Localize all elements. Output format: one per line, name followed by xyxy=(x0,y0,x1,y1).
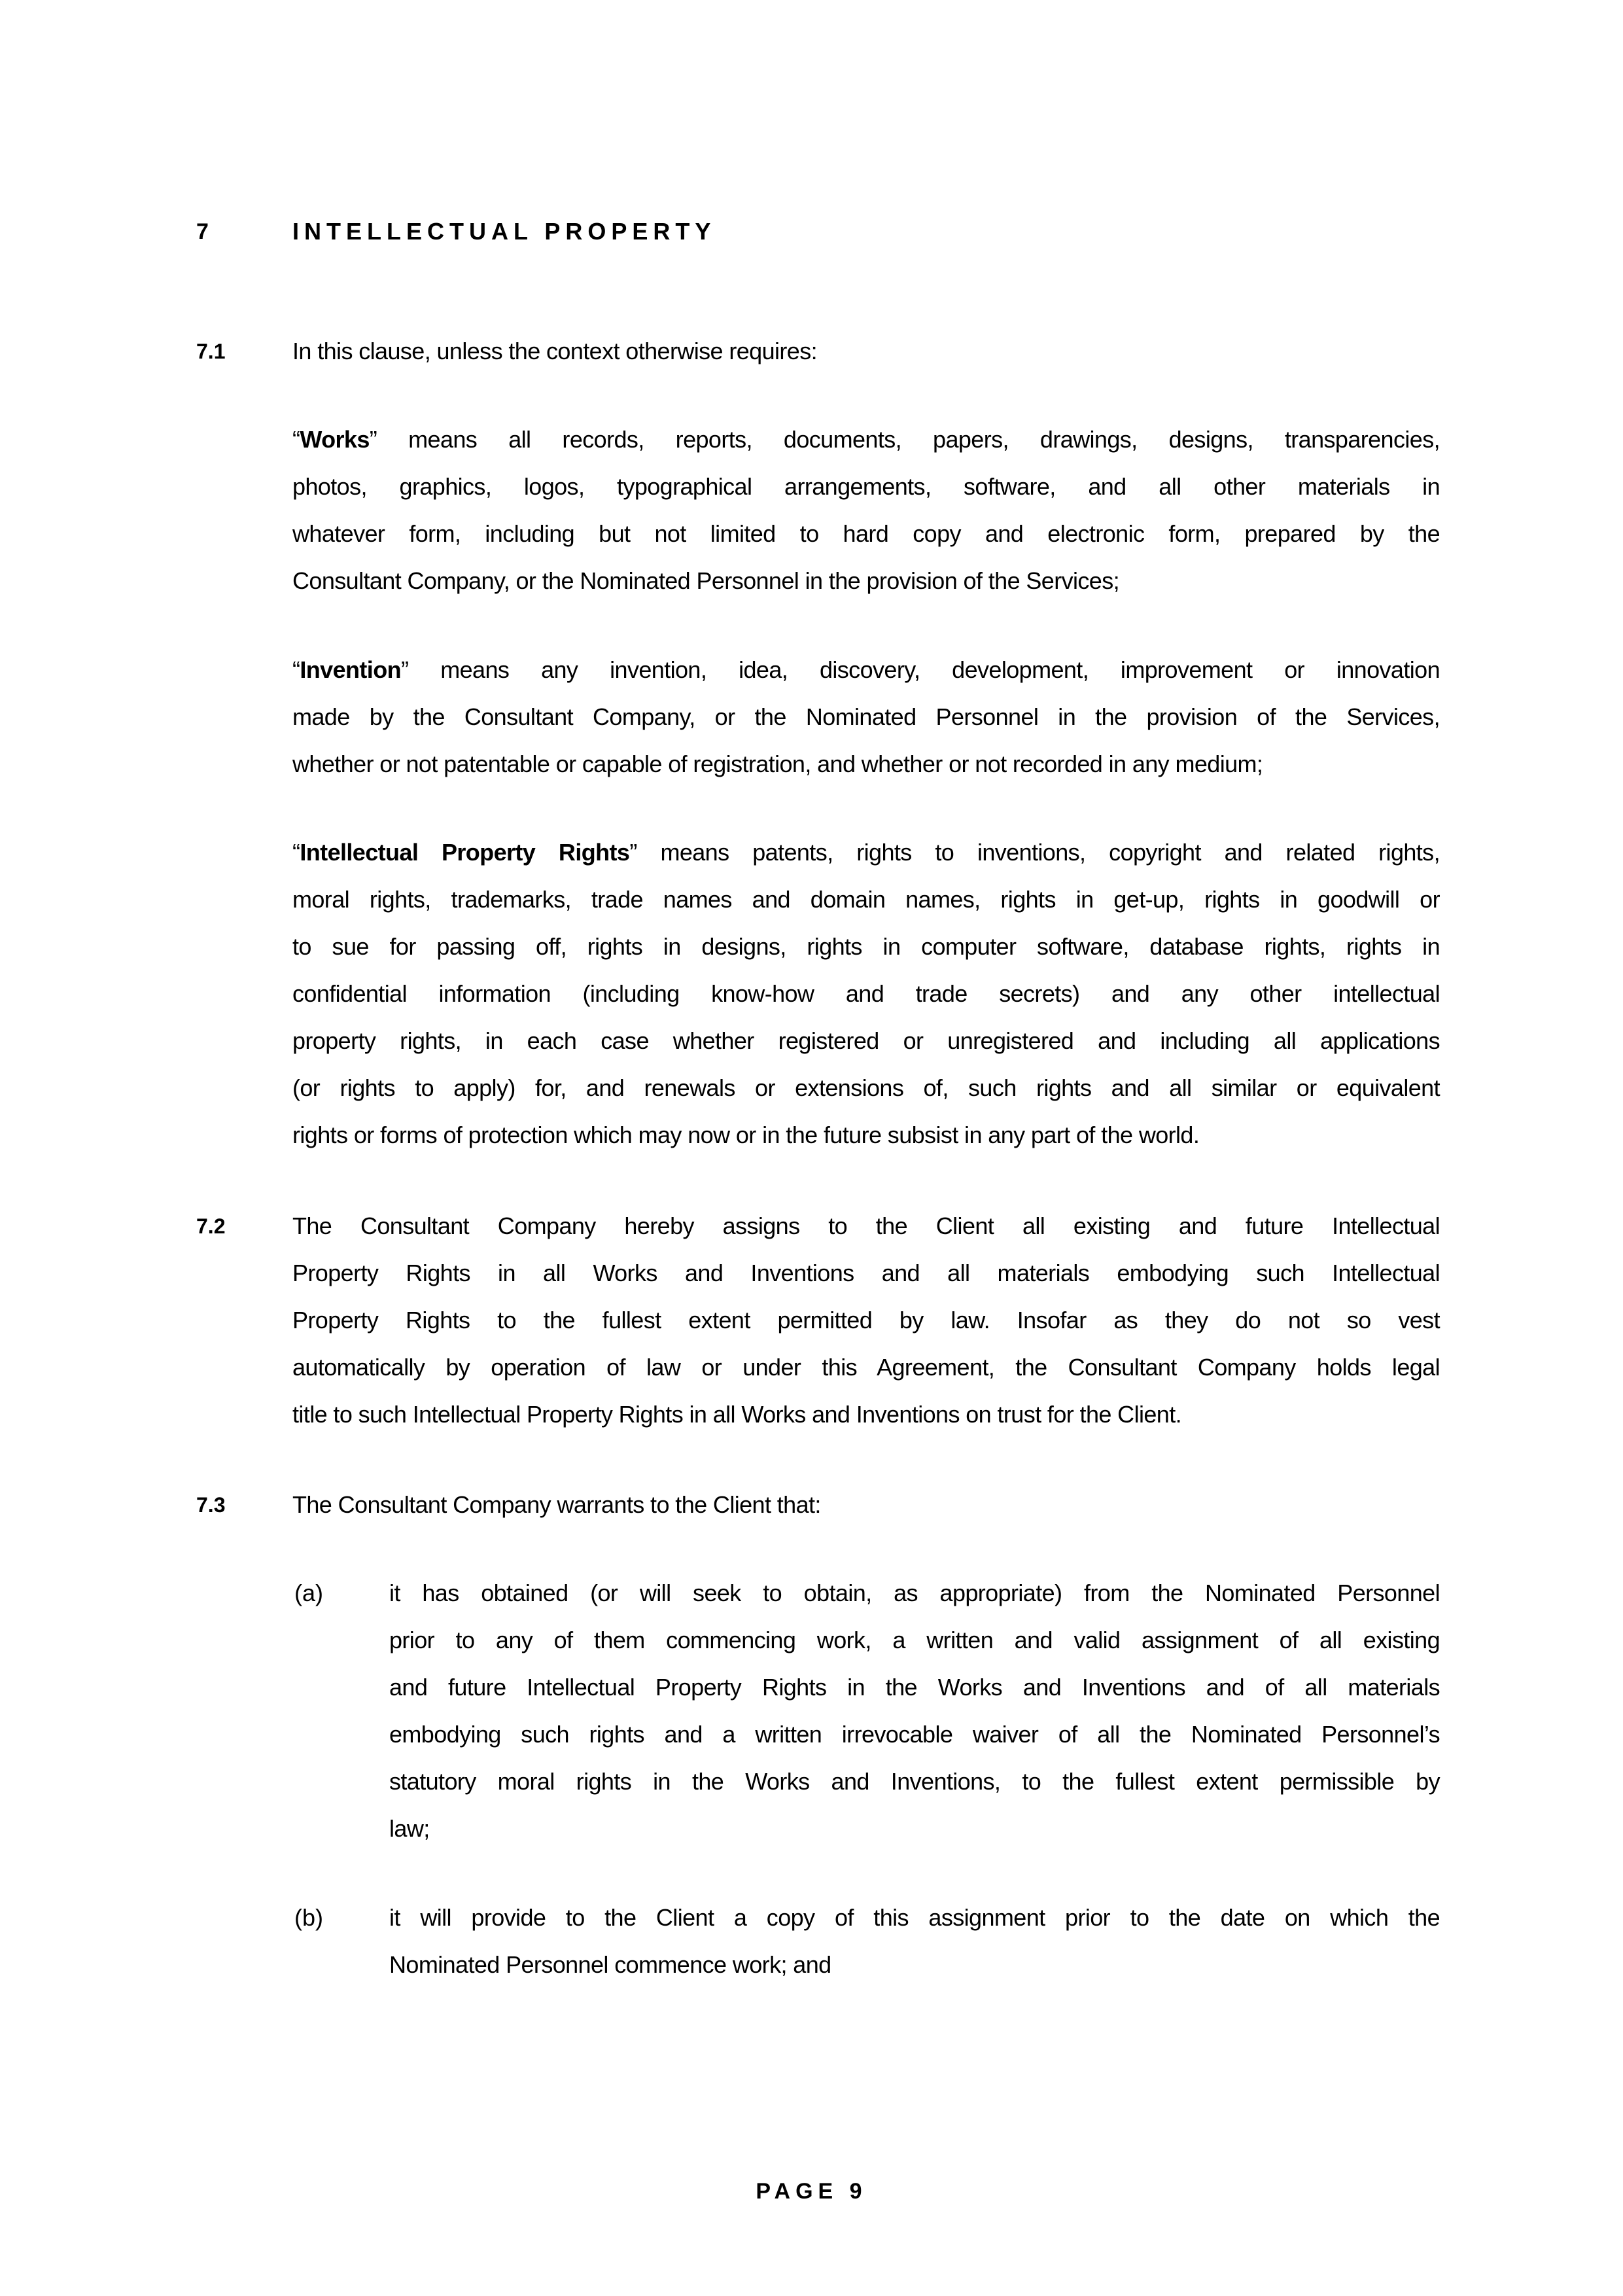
definition-line: whatever form, including but not limited to hard copy and electronic form, prepared by the xyxy=(292,520,1440,547)
clause-line: Nominated Personnel commence work; and xyxy=(389,1951,831,1978)
definition-line: rights or forms of protection which may now or in the future subsist in any part of the world. xyxy=(292,1122,1200,1148)
section-number: 7 xyxy=(196,219,209,244)
clause-line: it has obtained (or will seek to obtain, as appropriate) from the Nominated Personnel xyxy=(389,1580,1440,1606)
definition-line: “Invention” means any invention, idea, discovery, development, improvement or innovation xyxy=(292,656,1440,683)
clause-number-7-1: 7.1 xyxy=(196,340,226,363)
clause-line: prior to any of them commencing work, a written and valid assignment of all existing xyxy=(389,1627,1440,1653)
definition-line: moral rights, trademarks, trade names and domain names, rights in get-up, rights in goodwill or xyxy=(292,886,1440,913)
definition-line: photos, graphics, logos, typographical arrangements, software, and all other materials in xyxy=(292,473,1440,500)
clause-line: Property Rights in all Works and Inventions and all materials embodying such Intellectual xyxy=(292,1260,1440,1286)
definition-works xyxy=(292,416,1440,605)
definition-line: “Intellectual Property Rights” means patents, rights to inventions, copyright and related rights, xyxy=(292,839,1440,866)
defined-term: Invention xyxy=(300,656,401,683)
definition-invention xyxy=(292,646,1440,788)
clause-number-7-3: 7.3 xyxy=(196,1493,226,1517)
clause-line: title to such Intellectual Property Rights in all Works and Inventions on trust for the Client. xyxy=(292,1401,1182,1428)
clause-line: embodying such rights and a written irrevocable waiver of all the Nominated Personnel’s xyxy=(389,1721,1440,1748)
subclause-label-a: (a) xyxy=(294,1580,323,1606)
definition-ipr xyxy=(292,829,1440,1159)
definition-line: Consultant Company, or the Nominated Personnel in the provision of the Services; xyxy=(292,567,1120,594)
definition-line: made by the Consultant Company, or the Nominated Personnel in the provision of the Services, xyxy=(292,703,1440,730)
subclause-b-text xyxy=(389,1894,1440,1988)
definition-line: property rights, in each case whether registered or unregistered and including all applications xyxy=(292,1027,1440,1054)
subclause-a-text xyxy=(389,1570,1440,1852)
clause-line: The Consultant Company hereby assigns to the Client all existing and future Intellectual xyxy=(292,1212,1440,1239)
clause-7-1-text: In this clause, unless the context otherwise requires: xyxy=(292,338,818,364)
clause-number-7-2: 7.2 xyxy=(196,1214,226,1238)
definition-line: (or rights to apply) for, and renewals or extensions of, such rights and all similar or equivalent xyxy=(292,1074,1440,1101)
clause-7-2-text xyxy=(292,1203,1440,1438)
definition-line: to sue for passing off, rights in designs, rights in computer software, database rights, rights in xyxy=(292,933,1440,960)
definition-line: confidential information (including know-how and trade secrets) and any other intellectual xyxy=(292,980,1440,1007)
subclause-label-b: (b) xyxy=(294,1904,323,1931)
clause-line: and future Intellectual Property Rights in the Works and Inventions and of all materials xyxy=(389,1674,1440,1701)
clause-line: statutory moral rights in the Works and Inventions, to the fullest extent permissible by xyxy=(389,1768,1440,1795)
clause-line: Property Rights to the fullest extent permitted by law. Insofar as they do not so vest xyxy=(292,1307,1440,1333)
section-title: INTELLECTUAL PROPERTY xyxy=(292,218,716,245)
clause-line: law; xyxy=(389,1815,430,1842)
defined-term: Works xyxy=(300,426,370,453)
clause-line: it will provide to the Client a copy of this assignment prior to the date on which the xyxy=(389,1904,1440,1931)
definition-line: “Works” means all records, reports, documents, papers, drawings, designs, transparencies, xyxy=(292,426,1440,453)
page-number: PAGE 9 xyxy=(756,2179,867,2204)
clause-line: automatically by operation of law or under this Agreement, the Consultant Company holds legal xyxy=(292,1354,1440,1381)
definition-line: whether or not patentable or capable of registration, and whether or not recorded in any medium; xyxy=(292,751,1263,777)
defined-term: Intellectual Property Rights xyxy=(300,839,630,866)
clause-7-3-text: The Consultant Company warrants to the Client that: xyxy=(292,1491,821,1518)
